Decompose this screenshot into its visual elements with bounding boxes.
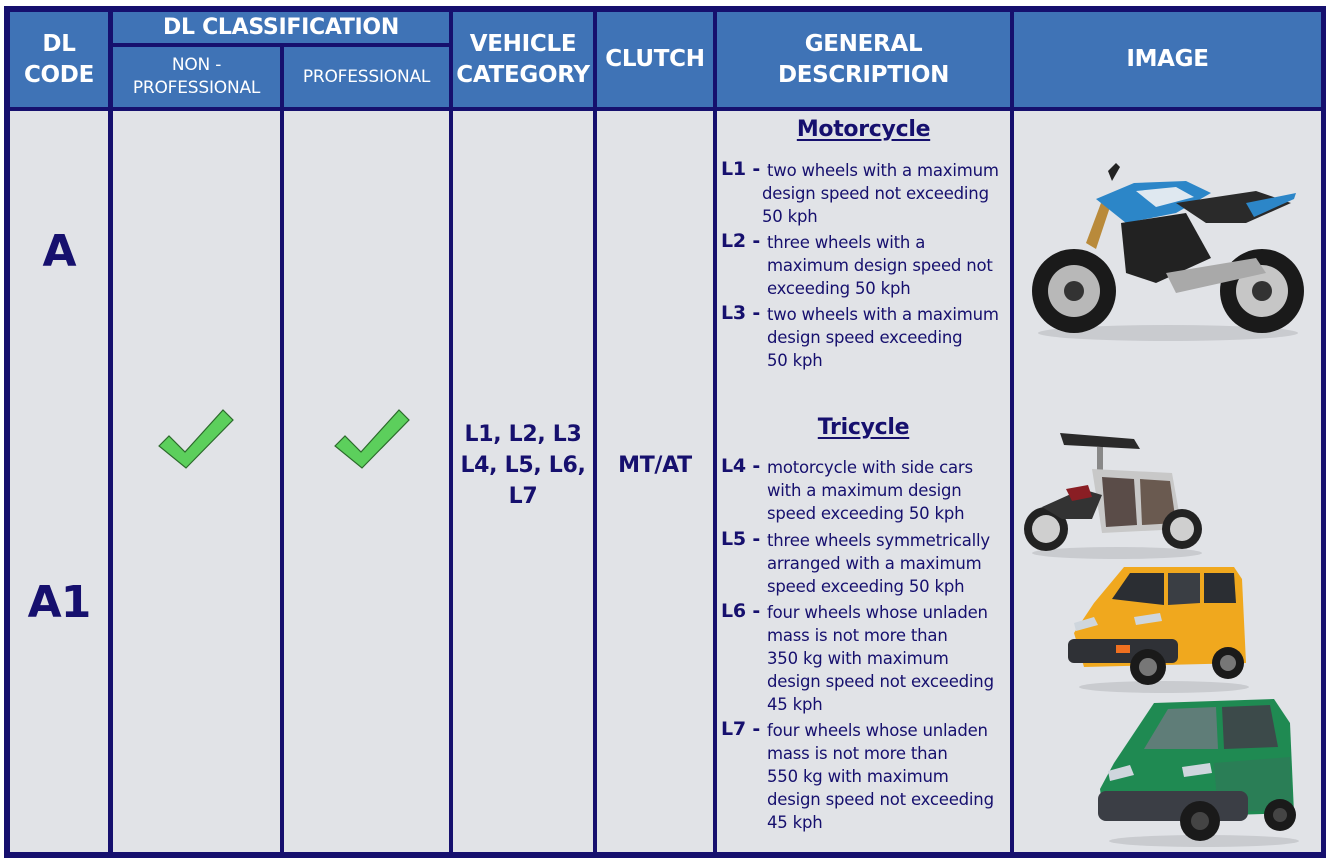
desc-line: 45 kph [767,695,823,714]
desc-item-l4 [721,456,1011,525]
desc-line: design speed not exceeding [767,672,994,691]
cell-image [1014,111,1321,852]
desc-line: arranged with a maximum [767,554,982,573]
desc-line: design speed not exceeding [767,790,994,809]
desc-line: with a maximum design [767,481,962,500]
desc-item-l6 [721,601,1011,716]
section-title-tricycle: Tricycle [817,415,910,440]
check-icon [157,408,235,470]
desc-line: two wheels with a maximum [767,161,999,180]
desc-line: exceeding 50 kph [767,279,911,298]
header-clutch [597,12,713,107]
desc-line: four wheels whose unladen [767,603,988,622]
desc-code: L5 - [721,528,761,550]
header-general-description-line2: DESCRIPTION [777,61,950,88]
desc-code: L6 - [721,600,761,622]
desc-line: 550 kg with maximum [767,767,949,786]
desc-item-l1 [721,159,1011,228]
desc-line: four wheels whose unladen [767,721,988,740]
header-general-description-line1: GENERAL [804,30,923,57]
header-dl-classification-label: DL CLASSIFICATION [163,15,399,40]
header-vehicle-category-line2: CATEGORY [456,61,590,88]
header-professional-label: PROFESSIONAL [302,66,431,87]
desc-line: maximum design speed not [767,256,993,275]
desc-line: three wheels with a [767,233,926,252]
yellow-quadricycle-image [1064,563,1254,693]
header-general-description [717,12,1010,107]
cell-clutch [597,111,713,852]
header-vehicle-category-line1: VEHICLE [469,30,577,57]
desc-item-l7 [721,719,1011,834]
desc-item-l5 [721,529,1011,598]
header-non-professional-line1: NON - [171,55,222,75]
header-image-label: IMAGE [1126,46,1209,72]
header-professional [284,47,449,107]
header-non-professional-line2: PROFESSIONAL [132,78,261,98]
section-title-motorcycle: Motorcycle [796,117,931,142]
check-icon [333,408,411,470]
desc-code: L4 - [721,455,761,477]
desc-line: mass is not more than [767,626,948,645]
desc-code: L3 - [721,302,761,324]
cell-vehicle-category [453,111,593,852]
vehicle-category-line2: L4, L5, L6, [460,453,586,478]
desc-item-l2 [721,231,1011,300]
desc-line: design speed exceeding [767,328,963,347]
cell-professional [284,111,449,852]
vehicle-category-line3: L7 [508,484,538,509]
header-image [1014,12,1321,107]
cell-general-description [717,111,1010,852]
desc-code: L1 - [721,158,761,180]
motorcycle-image [1026,163,1311,343]
desc-line: 50 kph [767,351,823,370]
desc-line: speed exceeding 50 kph [767,577,965,596]
desc-code: L7 - [721,718,761,740]
desc-line: two wheels with a maximum [767,305,999,324]
tricycle-image [1022,429,1212,559]
desc-line: mass is not more than [767,744,948,763]
desc-code: L2 - [721,230,761,252]
dl-code-a1: A1 [27,577,91,628]
header-vehicle-category [453,12,593,107]
desc-line: 50 kph [762,207,818,226]
desc-item-l3 [721,303,1011,372]
desc-line: motorcycle with side cars [767,458,973,477]
desc-line: design speed not exceeding [762,184,989,203]
header-dl-classification [113,12,449,43]
cell-non-professional [113,111,280,852]
vehicle-category-line1: L1, L2, L3 [464,422,582,447]
dl-code-a: A [42,226,76,277]
desc-line: three wheels symmetrically [767,531,990,550]
green-quadricycle-image [1094,693,1309,848]
header-dl-code-line2: CODE [23,61,95,88]
clutch-value: MT/AT [618,453,692,478]
cell-dl-code [10,111,108,852]
desc-line: 350 kg with maximum [767,649,949,668]
header-clutch-label: CLUTCH [605,46,705,72]
header-non-professional [113,47,280,107]
desc-line: speed exceeding 50 kph [767,504,965,523]
header-dl-code [10,12,108,107]
header-dl-code-line1: DL [42,30,76,57]
desc-line: 45 kph [767,813,823,832]
